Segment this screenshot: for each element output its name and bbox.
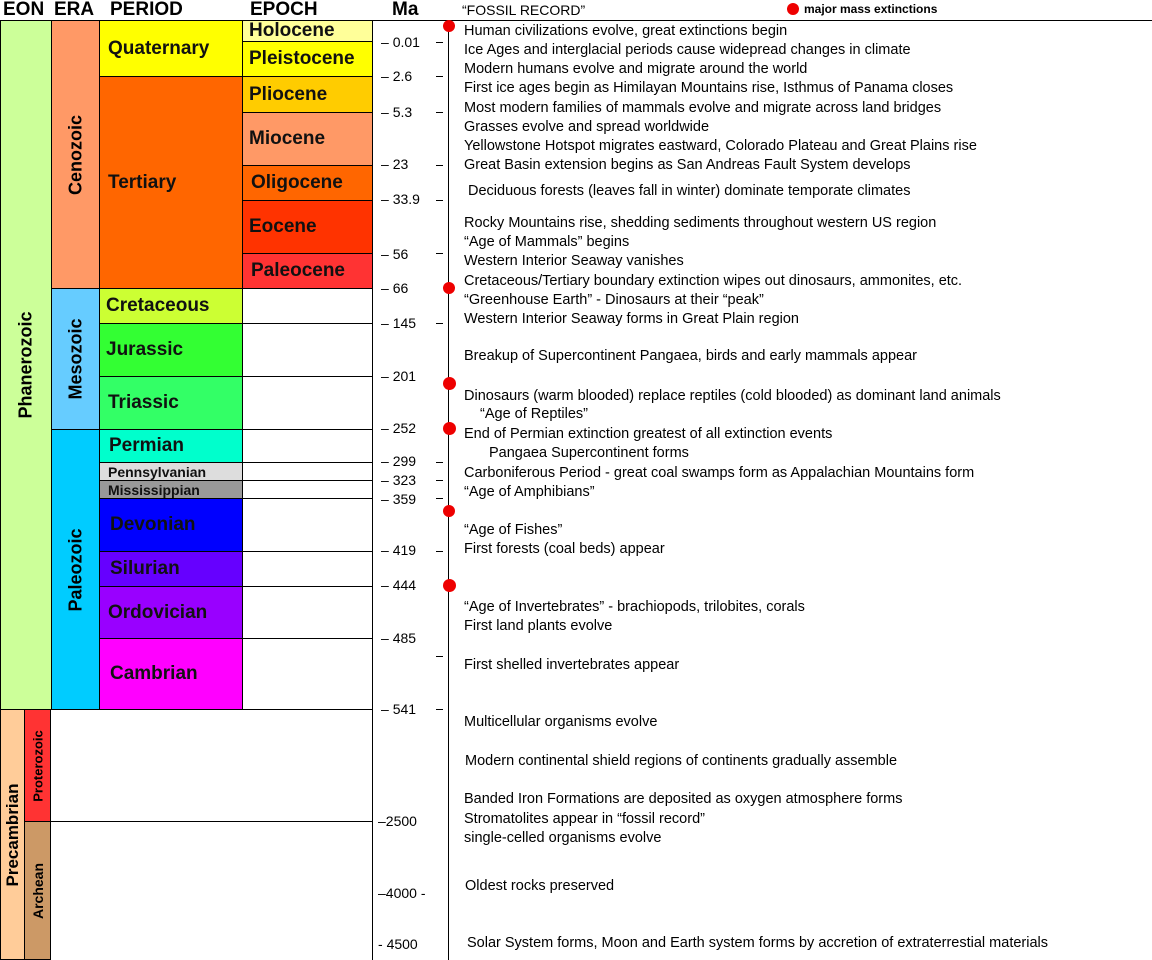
tick-mark	[436, 42, 443, 43]
period-devonian: Devonian	[99, 498, 243, 552]
era-label: Proterozoic	[30, 729, 45, 802]
period-ordovician: Ordovician	[99, 586, 243, 639]
epoch-miocene: Miocene	[242, 112, 373, 166]
epoch-holocene: Holocene	[242, 20, 373, 42]
epoch-blank-divider	[242, 498, 373, 499]
precambrian-blank-area	[50, 709, 373, 960]
era-label: Archean	[29, 862, 46, 919]
age-label: – 23	[381, 156, 409, 172]
tick-mark	[436, 253, 443, 254]
era-cenozoic	[51, 20, 100, 289]
tick-mark	[436, 498, 443, 499]
period-triassic: Triassic	[99, 376, 243, 430]
mass-extinction-icon	[443, 20, 455, 32]
period-cretaceous: Cretaceous	[99, 288, 243, 324]
age-label: –4000 -	[378, 885, 426, 901]
event-text: Yellowstone Hotspot migrates eastward, Colorado Plateau and Great Plains rise	[464, 138, 977, 154]
legend	[787, 2, 937, 16]
tick-mark	[436, 323, 443, 324]
tick-mark	[436, 76, 443, 77]
period-quaternary: Quaternary	[99, 20, 243, 77]
age-label: – 323	[381, 472, 417, 488]
age-label: – 444	[381, 577, 417, 593]
event-text: Grasses evolve and spread worldwide	[464, 119, 710, 135]
event-text: Stromatolites appear in “fossil record”	[464, 811, 705, 827]
tick-mark	[436, 462, 443, 463]
event-text: Multicellular organisms evolve	[464, 714, 658, 730]
event-text: End of Permian extinction greatest of all extinction events	[464, 426, 833, 442]
epoch-oligocene: Oligocene	[242, 165, 373, 201]
period-mississippian: Mississippian	[99, 480, 243, 499]
precambrian-boundary-line	[50, 821, 373, 822]
eon-label: Precambrian	[2, 783, 22, 886]
age-label: –2500	[378, 813, 417, 829]
epoch-blank-divider	[242, 376, 373, 377]
age-label: – 419	[381, 542, 417, 558]
period-permian: Permian	[99, 429, 243, 463]
era-paleozoic	[51, 429, 100, 710]
epoch-blank-divider	[242, 462, 373, 463]
event-text: First shelled invertebrates appear	[464, 657, 680, 673]
event-text: “Age of Amphibians”	[464, 484, 595, 500]
event-text: Rocky Mountains rise, shedding sediments throughout western US region	[464, 215, 937, 231]
era-label: Cenozoic	[65, 114, 85, 195]
header-underline	[372, 20, 1152, 21]
era-label: Mesozoic	[65, 318, 85, 400]
legend-marker-icon	[787, 3, 799, 15]
event-text: Western Interior Seaway forms in Great Plain region	[464, 311, 799, 327]
age-label: – 5.3	[381, 104, 413, 120]
epoch-blank-divider	[242, 638, 373, 639]
event-text: Cretaceous/Tertiary boundary extinction wipes out dinosaurs, ammonites, etc.	[464, 273, 963, 289]
age-label: – 359	[381, 491, 417, 507]
age-label: – 252	[381, 420, 417, 436]
header-epoch: EPOCH	[250, 0, 318, 20]
epoch-blank-divider	[242, 551, 373, 552]
period-tertiary: Tertiary	[99, 76, 243, 289]
event-text: Ice Ages and interglacial periods cause widepread changes in climate	[464, 42, 911, 58]
mass-extinction-icon	[443, 422, 456, 435]
period-jurassic: Jurassic	[99, 323, 243, 377]
epoch-blank-area	[242, 288, 373, 710]
event-text: Modern continental shield regions of continents gradually assemble	[465, 753, 898, 769]
epoch-eocene: Eocene	[242, 200, 373, 254]
event-text: “Age of Invertebrates” - brachiopods, trilobites, corals	[464, 599, 805, 615]
epoch-paleocene: Paleocene	[242, 253, 373, 289]
event-text: Pangaea Supercontinent forms	[489, 445, 689, 461]
event-text: “Age of Reptiles”	[480, 406, 588, 422]
epoch-blank-divider	[242, 429, 373, 430]
tick-mark	[436, 165, 443, 166]
mass-extinction-icon	[443, 505, 455, 517]
header-eon: EON	[3, 0, 45, 20]
event-text: Deciduous forests (leaves fall in winter) dominate temporate climates	[468, 183, 911, 199]
event-text: “Age of Mammals” begins	[464, 234, 630, 250]
event-text: Great Basin extension begins as San Andreas Fault System develops	[464, 157, 911, 173]
event-text: Breakup of Supercontinent Pangaea, birds and early mammals appear	[464, 348, 917, 364]
epoch-blank-divider	[242, 480, 373, 481]
era-label: Paleozoic	[65, 527, 85, 612]
header-era: ERA	[54, 0, 95, 20]
age-label: – 0.01	[381, 34, 420, 50]
event-text: Carboniferous Period - great coal swamps form as Appalachian Mountains form	[464, 465, 975, 481]
age-label: - 4500	[378, 936, 418, 952]
event-text: “Age of Fishes”	[464, 522, 563, 538]
eon-precambrian	[0, 709, 25, 960]
legend-label: major mass extinctions	[804, 2, 938, 16]
age-label: – 33.9	[381, 191, 420, 207]
epoch-pleistocene: Pleistocene	[242, 41, 373, 77]
era-proterozoic	[24, 709, 51, 822]
mass-extinction-icon	[443, 579, 456, 592]
period-pennsylvanian: Pennsylvanian	[99, 462, 243, 481]
event-text: First ice ages begin as Himilayan Mountains rise, Isthmus of Panama closes	[464, 80, 954, 96]
event-text: First forests (coal beds) appear	[464, 541, 665, 557]
period-cambrian: Cambrian	[99, 638, 243, 710]
mass-extinction-icon	[443, 282, 455, 294]
event-text: Most modern families of mammals evolve and migrate across land bridges	[464, 100, 942, 116]
event-text: single-celled organisms evolve	[464, 830, 662, 846]
eon-label: Phanerozoic	[15, 311, 36, 419]
tick-mark	[436, 656, 443, 657]
age-label: – 201	[381, 368, 417, 384]
age-label: – 485	[381, 630, 417, 646]
tick-mark	[436, 709, 443, 710]
mass-extinction-icon	[443, 377, 456, 390]
event-text: Western Interior Seaway vanishes	[464, 253, 684, 269]
age-label: – 2.6	[381, 68, 413, 84]
header-fossil-record: “FOSSIL RECORD”	[462, 2, 586, 18]
eon-phanerozoic	[0, 20, 52, 710]
tick-mark	[436, 112, 443, 113]
epoch-blank-divider	[242, 323, 373, 324]
event-text: “Greenhouse Earth” - Dinosaurs at their “peak”	[464, 292, 764, 308]
age-label: – 299	[381, 453, 417, 469]
header-period: PERIOD	[110, 0, 183, 20]
event-text: Human civilizations evolve, great extinctions begin	[464, 23, 788, 39]
epoch-blank-divider	[242, 586, 373, 587]
tick-mark	[436, 200, 443, 201]
event-text: First land plants evolve	[464, 618, 613, 634]
age-label: – 66	[381, 280, 409, 296]
age-label: – 56	[381, 246, 409, 262]
era-archean	[24, 821, 51, 960]
event-text: Banded Iron Formations are deposited as oxygen atmosphere forms	[464, 791, 903, 807]
event-text: Modern humans evolve and migrate around the world	[464, 61, 808, 77]
age-label: – 145	[381, 315, 417, 331]
era-mesozoic	[51, 288, 100, 430]
event-text: Dinosaurs (warm blooded) replace reptiles (cold blooded) as dominant land animals	[464, 388, 1001, 404]
event-text: Solar System forms, Moon and Earth system forms by accretion of extraterrestial materials	[467, 935, 1049, 951]
age-label: – 541	[381, 701, 417, 717]
period-silurian: Silurian	[99, 551, 243, 587]
event-text: Oldest rocks preserved	[465, 878, 615, 894]
tick-mark	[436, 551, 443, 552]
header-ma: Ma	[392, 0, 419, 20]
epoch-pliocene: Pliocene	[242, 76, 373, 113]
tick-mark	[436, 480, 443, 481]
